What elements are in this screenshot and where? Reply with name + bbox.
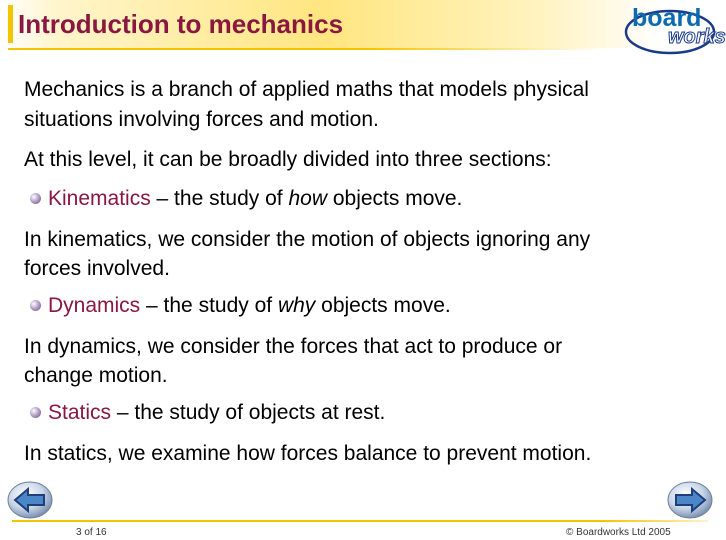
dynamics-emph: why: [277, 294, 316, 317]
page-number: 3 of 16: [76, 527, 107, 538]
logo-word-board: board: [632, 4, 702, 32]
previous-slide-button[interactable]: [6, 480, 54, 520]
kinematics-explain-2: forces involved.: [24, 257, 170, 280]
term-kinematics: Kinematics: [48, 187, 151, 210]
sections-lead: At this level, it can be broadly divided into three sections:: [24, 148, 552, 171]
page-title: Introduction to mechanics: [18, 9, 344, 39]
kinematics-rest: objects move.: [327, 187, 463, 210]
forward-arrow-icon: [666, 480, 714, 520]
back-arrow-icon: [6, 480, 54, 520]
bullet-dot-icon: [30, 407, 41, 418]
dynamics-dash: – the study of: [140, 294, 278, 317]
term-dynamics: Dynamics: [48, 294, 141, 317]
kinematics-emph: how: [288, 187, 327, 210]
boardworks-logo: [624, 4, 726, 56]
bullet-statics: [30, 399, 385, 427]
bullet-dot-icon: [30, 300, 41, 311]
kinematics-explain-1: In kinematics, we consider the motion of objects ignoring any: [24, 228, 591, 251]
bullet-dynamics: [30, 292, 451, 320]
statics-explain-1: In statics, we examine how forces balance to prevent motion.: [24, 442, 592, 465]
logo-word-works: works: [668, 26, 726, 48]
dynamics-explain-2: change motion.: [24, 364, 168, 387]
title-accent-bar: [8, 5, 13, 43]
dynamics-explain-1: In dynamics, we consider the forces that act to produce or: [24, 335, 563, 358]
bullet-dot-icon: [30, 193, 41, 204]
intro-line-1: Mechanics is a branch of applied maths that models physical: [24, 78, 589, 101]
dynamics-rest: objects move.: [315, 294, 451, 317]
bullet-kinematics: [30, 185, 462, 213]
next-slide-button[interactable]: [666, 480, 714, 520]
intro-line-2: situations involving forces and motion.: [24, 108, 379, 131]
kinematics-dash: – the study of: [150, 187, 289, 210]
title-bar: [0, 0, 720, 48]
copyright-notice: © Boardworks Ltd 2005: [566, 527, 671, 538]
statics-rest: – the study of objects at rest.: [111, 401, 386, 424]
title-underline: [8, 48, 608, 50]
term-statics: Statics: [48, 401, 112, 424]
footer-divider: [12, 520, 708, 522]
